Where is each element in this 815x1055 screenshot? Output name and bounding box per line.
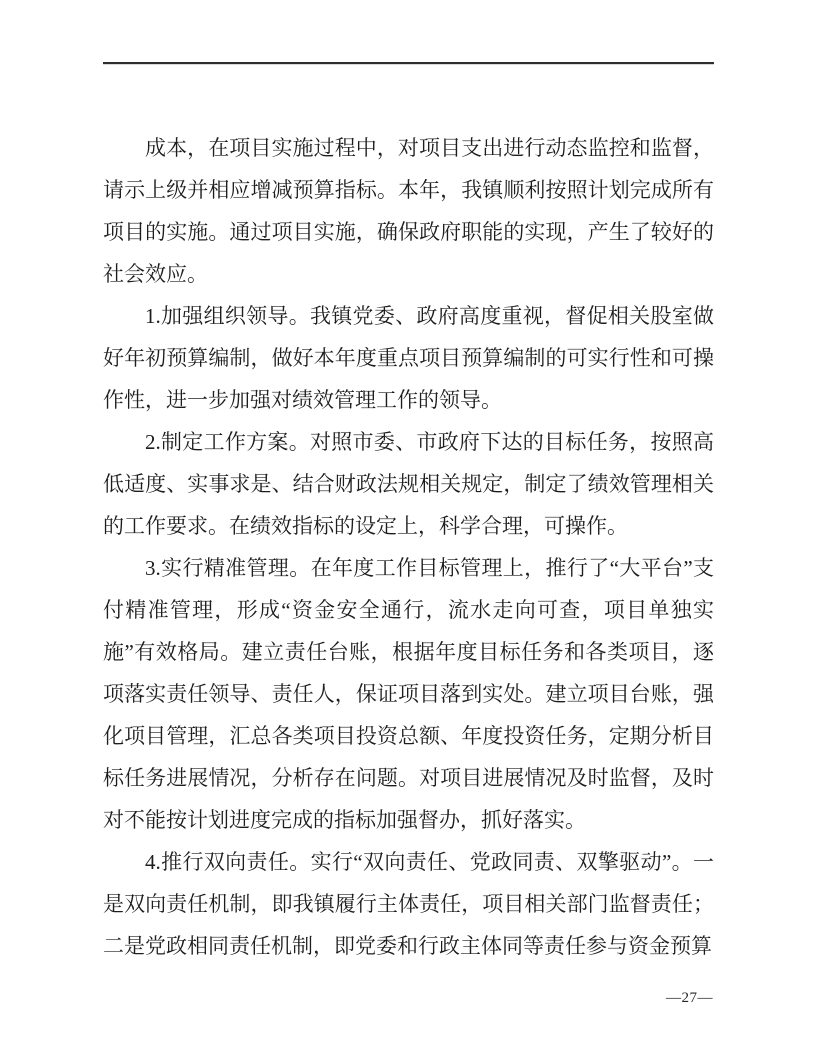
page-number: —27—	[666, 990, 713, 1006]
paragraph: 2.制定工作方案。对照市委、市政府下达的目标任务，按照高低适度、实事求是、结合财政法规相关规定，制定了绩效管理相关的工作要求。在绩效指标的设定上，科学合理，可操作。	[103, 430, 714, 538]
document-body	[103, 127, 714, 967]
paragraph: 1.加强组织领导。我镇党委、政府高度重视，督促相关股室做好年初预算编制，做好本年度重点项目预算编制的可实行性和可操作性，进一步加强对绩效管理工作的领导。	[103, 304, 714, 412]
paragraph: 3.实行精准管理。在年度工作目标管理上，推行了“大平台”支付精准管理，形成“资金安全通行，流水走向可查，项目单独实施”有效格局。建立责任台账，根据年度目标任务和各类项目，逐项落实责任领导、责任人，保证项目落到实处。建立项目台账，强化项目管理，汇总各类项目投资总额、年度投资任务，定期分析目标任务进展情况，分析存在问题。对项目进展情况及时监督，及时对不能按计划进度完成的指标加强督办，抓好落实。	[103, 556, 714, 832]
header-rule	[103, 62, 714, 65]
paragraph: 成本，在项目实施过程中，对项目支出进行动态监控和监督，请示上级并相应增减预算指标。本年，我镇顺利按照计划完成所有项目的实施。通过项目实施，确保政府职能的实现，产生了较好的社会效应。	[103, 136, 714, 286]
paragraph: 4.推行双向责任。实行“双向责任、党政同责、双擎驱动”。一是双向责任机制，即我镇履行主体责任，项目相关部门监督责任；二是党政相同责任机制，即党委和行政主体同等责任参与资金预算	[103, 850, 714, 958]
